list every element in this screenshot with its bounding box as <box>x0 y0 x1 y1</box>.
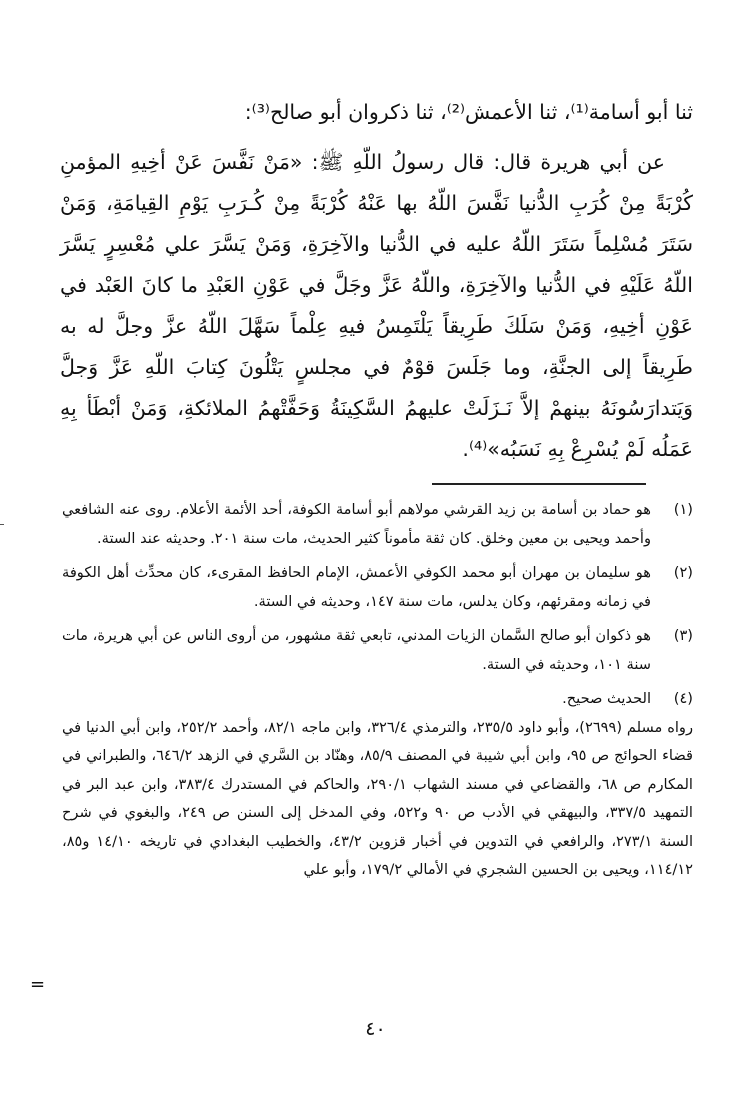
margin-mark <box>0 524 4 525</box>
footnote-text: هو حماد بن أسامة بن زيد القرشي مولاهم أبو أسامة الكوفة، أحد الأئمة الأعلام. روى عنه الشافعي وأحمد ويحيى بن معين وخلق. كان ثقة مأموناً كثير الحديث، مات سنة ٢٠١. وحديثه عند الستة. <box>62 501 651 547</box>
main-text <box>60 92 693 470</box>
footnote-4 <box>62 685 693 714</box>
footnote-number: (١) <box>673 501 693 518</box>
footnote-3 <box>62 622 693 679</box>
footnote-text: الحديث صحيح. <box>562 690 651 707</box>
footnote-1 <box>62 496 693 553</box>
footnote-number: (٤) <box>673 690 693 707</box>
footnote-2 <box>62 559 693 616</box>
footnotes <box>62 496 693 885</box>
isnad-line: ثنا أبو أسامة⁽¹⁾، ثنا الأعمش⁽²⁾، ثنا ذكروان أبو صالح⁽³⁾: <box>244 100 693 124</box>
continuation-mark: = <box>30 974 46 995</box>
footnote-divider <box>432 483 646 485</box>
footnote-number: (٢) <box>673 564 693 581</box>
page-number: ٤٠ <box>365 1018 386 1040</box>
hadith-text: عن أبي هريرة قال: قال رسولُ اللّهِ ﷺ: «مَنْ نَفَّسَ عَنْ أخِيهِ المؤمنِ كُرْبَةً مِنْ كُرَبِ الدُّنيا نَفَّسَ اللّهُ بها عَنْهُ كُرْبَةً مِنْ كُـرَبِ يَوْمِ القِيامَةِ، وَمَنْ سَتَرَ مُسْلِماً سَتَرَ اللّهُ عليه في الدُّنيا والآخِرَةِ، وَمَنْ يَسَّرَ علي مُعْسِرٍ يَسَّرَ اللّهُ عَلَيْهِ في الدُّنيا والآخِرَةِ، واللّهُ عَزَّ وجَلَّ في عَوْنِ العَبْدِ ما كانَ العَبْد في عَوْنِ أخِيهِ، وَمَنْ سَلَكَ طَرِيقاً يَلْتَمِسُ فيهِ عِلْماً سَهَّلَ اللّهُ عزَّ وجلَّ له به طَرِيقاً إلى الجنَّةِ، وما جَلَسَ قوْمٌ في مجلسٍ يَتْلُونَ كِتابَ اللّهِ عَزَّ وَجلَّ وَيَتدارَسُونَهُ بينهمْ إلاَّ نَـزَلَتْ عليهمُ السَّكِينَةُ وَحَفَّتْهمُ الملائكةِ، وَمَنْ أبْطَأ بِهِ عَمَلُه لَمْ يُسْرِعْ بِهِ نَسَبُه»⁽⁴⁾. <box>60 150 693 461</box>
footnote-number: (٣) <box>673 627 693 644</box>
takhrij-text: رواه مسلم (٢٦٩٩)، وأبو داود ٢٣٥/٥، والترمذي ٣٢٦/٤، وابن ماجه ٨٢/١، وأحمد ٢٥٢/٢، وابن أبي الدنيا في قضاء الحوائج ص ٩٥، وابن أبي شيبة في المصنف ٨٥/٩، وهنّاد بن السَّري في الزهد ٦٤٦/٢، والطبراني في المكارم ص ٦٨، والقضاعي في مسند الشهاب ٢٩٠/١، والحاكم في المستدرك ٣٨٣/٤، وابن عبد البر في التمهيد ٣٣٧/٥، والبيهقي في الأدب ص ٩٠ و٥٢٢، وفي المدخل إلى السنن ص ٢٤٩، والبغوي في شرح السنة ٢٧٣/١، والرافعي في التدوين في أخبار قزوين ٤٣/٢، والخطيب البغدادي في تاريخه ١٤/١٠ و٨٥، ١١٤/١٢، ويحيى بن الحسين الشجري في الأمالي ١٧٩/٢، وأبو علي <box>62 718 694 878</box>
footnote-text: هو سليمان بن مهران أبو محمد الكوفي الأعمش، الإمام الحافظ المقرىء، كان محدِّث أهل الكوفة في زمانه ومقرئهم، وكان يدلس، مات سنة ١٤٧، وحديثه في الستة. <box>62 564 651 610</box>
footnote-text: هو ذكوان أبو صالح السَّمان الزيات المدني، تابعي ثقة مشهور، من أروى الناس عن أبي هريرة، مات سنة ١٠١، وحديثه في الستة. <box>62 627 651 673</box>
